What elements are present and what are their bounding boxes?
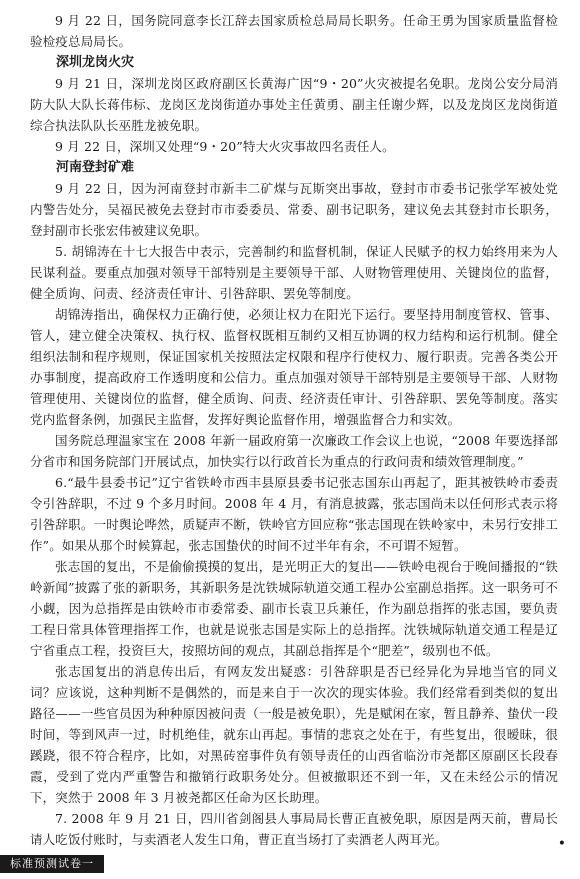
body-paragraph: 6.“最牛县委书记”辽宁省铁岭市西丰县原县委书记张志国东山再起了，距其被铁岭市委责令引咎辞职，不过 9 个多月时间。2008 年 4 月，有消息披露，张志国尚未以任何形式表示将引咎辞职。一时舆论哗然，质疑声不断，铁岭官方回应称“张志国现在铁岭家中，未另行安排工作”。如果从那个时候算起，张志国蛰伏的时间不过半年有余，不可谓不短暂。 [30, 475, 558, 553]
body-paragraph: 9 月 22 日，深圳又处理“9・20”特大火灾事故四名责任人。 [55, 139, 395, 154]
body-paragraph: 9 月 21 日，深圳龙岗区政府副区长黄海广因“9・20”火灾被提名免职。龙岗公安分局消防大队大队长蒋伟标、龙岗区龙岗街道办事处主任黄勇、副主任谢少辉，以及龙岗区龙岗街道综合执法队队长巫胜龙被免职。 [30, 76, 558, 133]
body-paragraph: 7. 2008 年 9 月 21 日，四川省剑阁县人事局局长曹正直被免职，原因是两天前，曹局长请人吃饭付账时，与卖酒老人发生口角，曹正直当场打了卖酒老人两耳光。 [30, 811, 558, 847]
body-paragraph: 张志国的复出，不是偷偷摸摸的复出，是光明正大的复出——铁岭电视台于晚间播报的“铁岭新闻”披露了张的新职务，其新职务是沈铁城际轨道交通工程办公室副总指挥。这一职务可不小觑，因为总指挥是由铁岭市市委常委、副市长袁卫兵兼任，作为副总指挥的张志国，要负责工程日常具体管理指挥工作，也就是说张志国是实际上的总指挥。沈铁城际轨道交通工程是辽宁省重点工程，投资巨大，按照坊间的观点，其副总指挥是个“肥差”，级别也不低。 [30, 559, 558, 658]
body-paragraph: 张志国复出的消息传出后，有网友发出疑惑：引咎辞职是否已经异化为异地当官的同义词？应该说，这种判断不是偶然的，而是来自于一次次的现实体验。我们经常看到类似的复出路径——一些官员因为种种原因被问责（一般是被免职），先是赋闲在家，暂且静养、蛰伏一段时间，等到风声一过，时机绝佳，就东山再起。事情的悲哀之处在于，有些复出，很暧昧，很蹊跷，很不符合程序，比如，对黑砖窑事件负有领导责任的山西省临汾市尧都区原副区长段春霞，受到了党内严重警告和撤销行政职务处分。但被撤职还不到一年，又在未经公示的情况下，突然于 2008 年 3 月被尧都区任命为区长助理。 [30, 664, 558, 805]
section-heading: 深圳龙岗火灾 [56, 55, 135, 70]
body-paragraph: 胡锦涛指出，确保权力正确行使，必须让权力在阳光下运行。要坚持用制度管权、管事、管人，建立健全决策权、执行权、监督权既相互制约又相互协调的权力结构和运行机制。健全组织法制和程序规则，保证国家机关按照法定权限和程序行使权力、履行职责。完善各类公开办事制度，提高政府工作透明度和公信力。重点加强对领导干部特别是主要领导干部、人财物管理使用、关键岗位的监督，健全质询、问责、经济责任审计、引咎辞职、罢免等制度。落实党内监督条例，加强民主监督，发挥好舆论监督作用，增强监督合力和实效。 [30, 307, 558, 427]
page-number-mark: • [557, 836, 566, 852]
section-heading: 河南登封矿难 [56, 160, 135, 175]
body-paragraph: 国务院总理温家宝在 2008 年新一届政府第一次廉政工作会议上也说，“2008 年要选择部分省市和国务院部门开展试点，加快实行以行政首长为重点的行政问责和绩效管理制度。” [30, 433, 558, 469]
body-paragraph: 9 月 22 日，国务院同意李长江辞去国家质检总局局长职务。任命王勇为国家质量监督检验检疫总局局长。 [30, 13, 558, 49]
body-paragraph: 5. 胡锦涛在十七大报告中表示，完善制约和监督机制，保证人民赋予的权力始终用来为人民谋利益。要重点加强对领导干部特别是主要领导干部、人财物管理使用、关键岗位的监督，健全质询、问责、经济责任审计、引咎辞职、罢免等制度。 [30, 244, 558, 301]
body-paragraph: 9 月 22 日，因为河南登封市新丰二矿煤与瓦斯突出事故，登封市市委书记张学军被处党内警告处分，吴福民被免去登封市市委委员、常委、副书记职务，建议免去其登封市长职务，登封副市长张宏伟被建议免职。 [30, 181, 558, 238]
document-body [30, 10, 558, 850]
footer-label: 标准预测试卷一 [0, 855, 104, 873]
